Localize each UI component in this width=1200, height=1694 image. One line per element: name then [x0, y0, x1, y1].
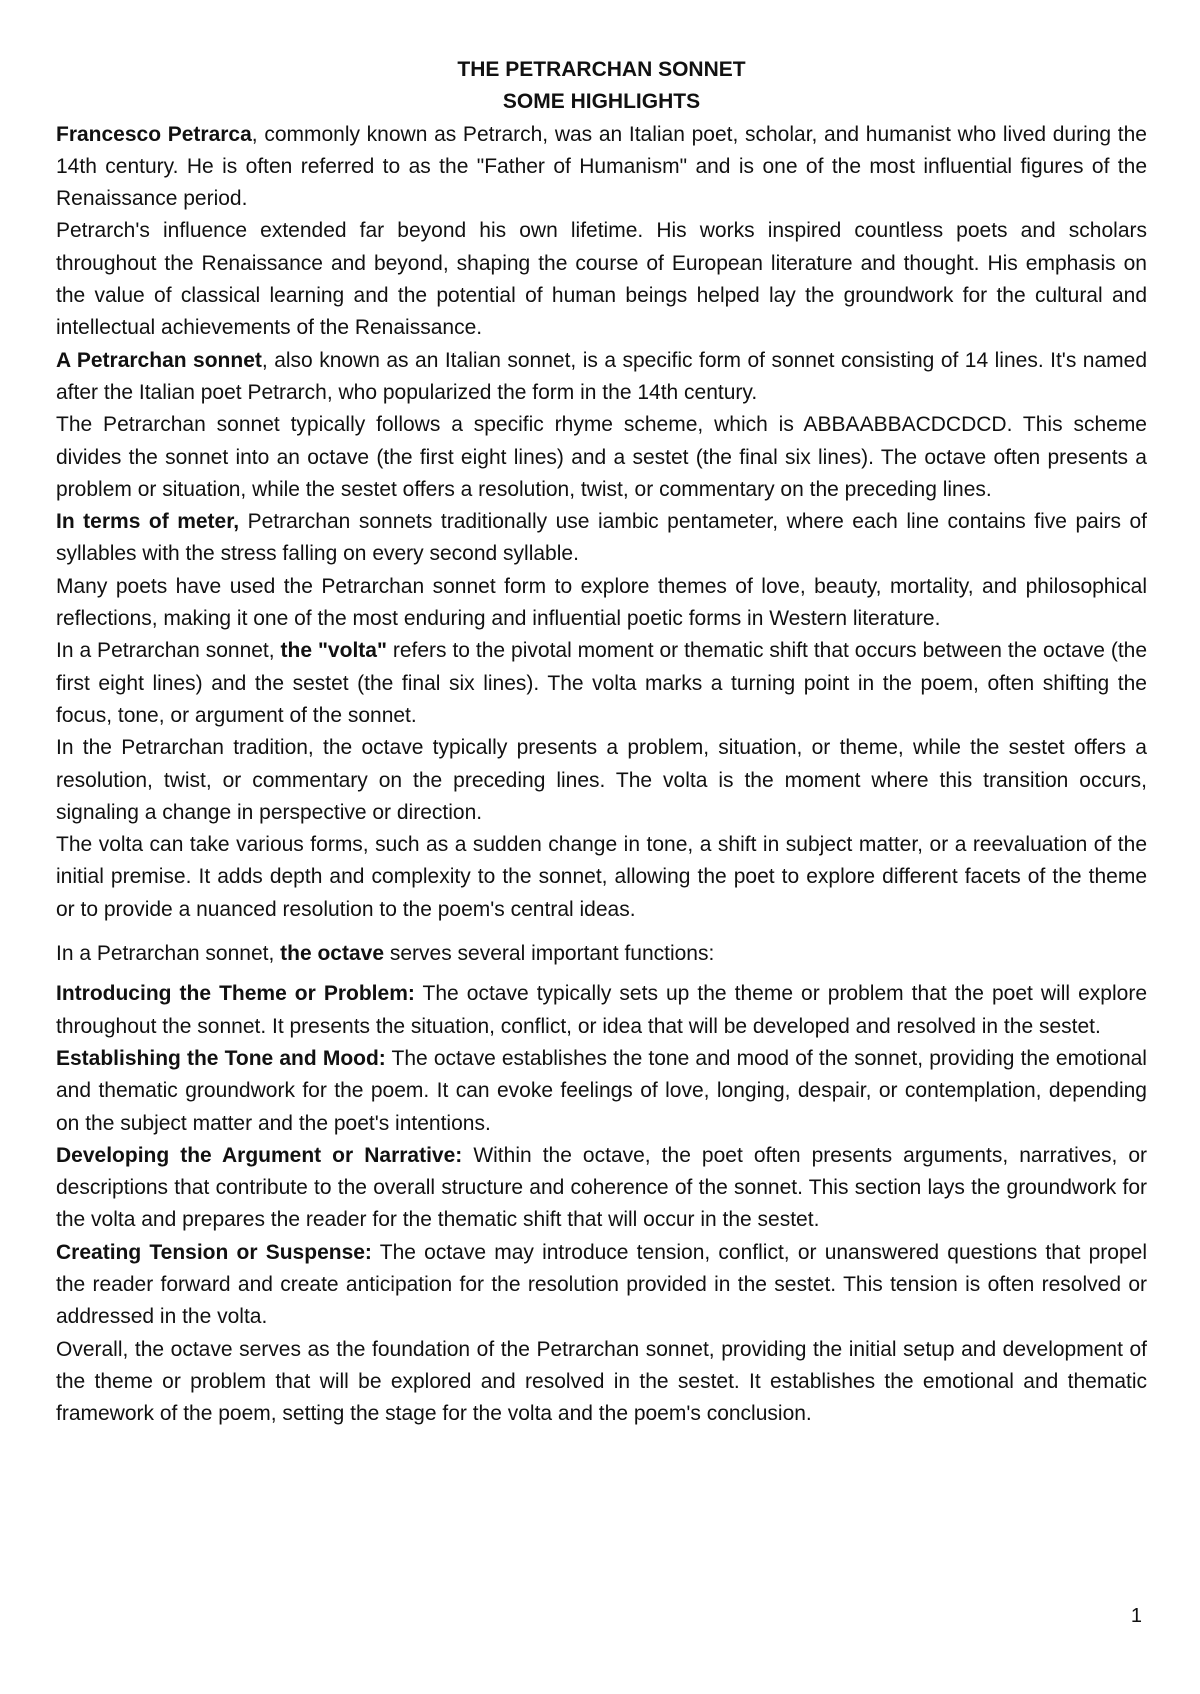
document-subtitle: SOME HIGHLIGHTS: [502, 90, 701, 114]
paragraph-introducing-theme: Introducing the Theme or Problem: The octave typically sets up the theme or problem that the poet will explore throughout the sonnet. It presents the situation, conflict, or idea that will be developed and resolved in the sestet.: [56, 982, 1147, 1038]
paragraph-rhyme-scheme: The Petrarchan sonnet typically follows a specific rhyme scheme, which is ABBAABBACDCDCD. This scheme divides the sonnet into an octave (the first eight lines) and a sestet (the final six lines). The octave often presents a problem or situation, while the sestet offers a resolution, twist, or commentary on the preceding lines.: [56, 413, 1147, 501]
paragraph-octave-functions: In a Petrarchan sonnet, the octave serves several important functions:: [56, 942, 715, 966]
paragraph-petrarca-intro: Francesco Petrarca, commonly known as Petrarch, was an Italian poet, scholar, and humanist who lived during the 14th century. He is often referred to as the "Father of Humanism" and is one of the most influential figures of the Renaissance period.: [56, 122, 1147, 211]
document-title: THE PETRARCHAN SONNET: [457, 58, 746, 81]
paragraph-overall: Overall, the octave serves as the foundation of the Petrarchan sonnet, providing the initial setup and development of the theme or problem that will be explored and resolved in the sestet. It establishes the emotional and thematic framework of the poem, setting the stage for the volta and the poem's conclusion.: [56, 1337, 1147, 1426]
paragraph-volta-forms: The volta can take various forms, such as a sudden change in tone, a shift in subject matter, or a reevaluation of the initial premise. It adds depth and complexity to the sonnet, allowing the poet to explore different facets of the theme or to provide a nuanced resolution to the poem's central ideas.: [56, 833, 1147, 921]
bold-term: Francesco Petrarca: [56, 122, 252, 146]
bold-term: the "volta": [280, 639, 387, 663]
bold-term: Creating Tension or Suspense:: [56, 1240, 372, 1264]
bold-term: Developing the Argument or Narrative:: [56, 1143, 463, 1167]
paragraph-petrarch-influence: Petrarch's influence extended far beyond his own lifetime. His works inspired countless poets and scholars throughout the Renaissance and beyond, shaping the course of European literature and thought. His emphasis on the value of classical learning and the potential of human beings helped lay the groundwork for the cultural and intellectual achievements of the Renaissance.: [56, 219, 1147, 340]
paragraph-themes: Many poets have used the Petrarchan sonnet form to explore themes of love, beauty, mortality, and philosophical reflections, making it one of the most enduring and influential poetic forms in Western literature.: [56, 574, 1147, 631]
paragraph-argument-narrative: Developing the Argument or Narrative: Within the octave, the poet often presents arguments, narratives, or descriptions that contribute to the overall structure and coherence of the sonnet. This section lays the groundwork for the volta and prepares the reader for the thematic shift that will occur in the sestet.: [56, 1143, 1147, 1232]
paragraph-volta: In a Petrarchan sonnet, the "volta" refers to the pivotal moment or thematic shift that occurs between the octave (the first eight lines) and the sestet (the final six lines). The volta marks a turning point in the poem, often shifting the focus, tone, or argument of the sonnet.: [56, 639, 1148, 727]
bold-term: Establishing the Tone and Mood:: [56, 1046, 386, 1070]
bold-term: the octave: [280, 942, 385, 966]
paragraph-sonnet-definition: A Petrarchan sonnet, also known as an Italian sonnet, is a specific form of sonnet consisting of 14 lines. It's named after the Italian poet Petrarch, who popularized the form in the 14th century.: [56, 348, 1147, 404]
bold-term: Introducing the Theme or Problem:: [56, 982, 415, 1006]
paragraph-tension-suspense: Creating Tension or Suspense: The octave may introduce tension, conflict, or unanswered questions that propel the reader forward and create anticipation for the resolution provided in the sestet. This tension is often resolved or addressed in the volta.: [56, 1240, 1147, 1329]
bold-term: In terms of meter,: [56, 510, 240, 534]
page-number: 1: [1130, 1605, 1142, 1627]
bold-term: A Petrarchan sonnet: [56, 348, 262, 372]
paragraph-meter: In terms of meter, Petrarchan sonnets traditionally use iambic pentameter, where each line contains five pairs of syllables with the stress falling on every second syllable.: [56, 510, 1148, 566]
paragraph-tone-mood: Establishing the Tone and Mood: The octave establishes the tone and mood of the sonnet, providing the emotional and thematic groundwork for the poem. It can evoke feelings of love, longing, despair, or contemplation, depending on the subject matter and the poet's intentions.: [56, 1046, 1147, 1135]
paragraph-tradition: In the Petrarchan tradition, the octave typically presents a problem, situation, or theme, while the sestet offers a resolution, twist, or commentary on the preceding lines. The volta is the moment where this transition occurs, signaling a change in perspective or direction.: [56, 736, 1147, 824]
